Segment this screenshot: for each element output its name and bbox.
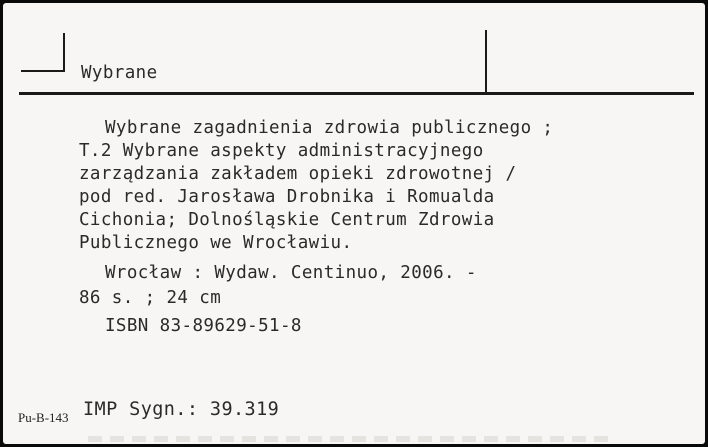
title-line-3: zarządzania zakładem opieki zdrowotnej / xyxy=(79,164,517,184)
publication-line: Wrocław : Wydaw. Centinuo, 2006. - xyxy=(105,263,477,283)
faint-bleed-through xyxy=(88,436,608,442)
physical-description: 86 s. ; 24 cm xyxy=(79,288,222,308)
card-heading: Wybrane xyxy=(81,63,158,83)
title-line-5: Cichonia; Dolnośląskie Centrum Zdrowia xyxy=(79,210,495,230)
title-line-6: Publicznego we Wrocławiu. xyxy=(79,233,353,253)
title-line-2: T.2 Wybrane aspekty administracyjnego xyxy=(79,141,484,161)
catalog-card xyxy=(3,3,705,444)
vertical-rule xyxy=(485,30,487,94)
title-line-1: Wybrane zagadnienia zdrowia publicznego ; xyxy=(105,118,554,138)
library-stamp: Pu-B-143 xyxy=(18,410,69,425)
title-line-4: pod red. Jarosława Drobnika i Romualda xyxy=(79,187,495,207)
isbn-line: ISBN 83-89629-51-8 xyxy=(105,316,302,336)
header-rule xyxy=(19,92,694,95)
corner-mark-horizontal xyxy=(21,70,65,72)
corner-mark-vertical xyxy=(63,33,65,71)
call-number: IMP Sygn.: 39.319 xyxy=(83,399,280,420)
